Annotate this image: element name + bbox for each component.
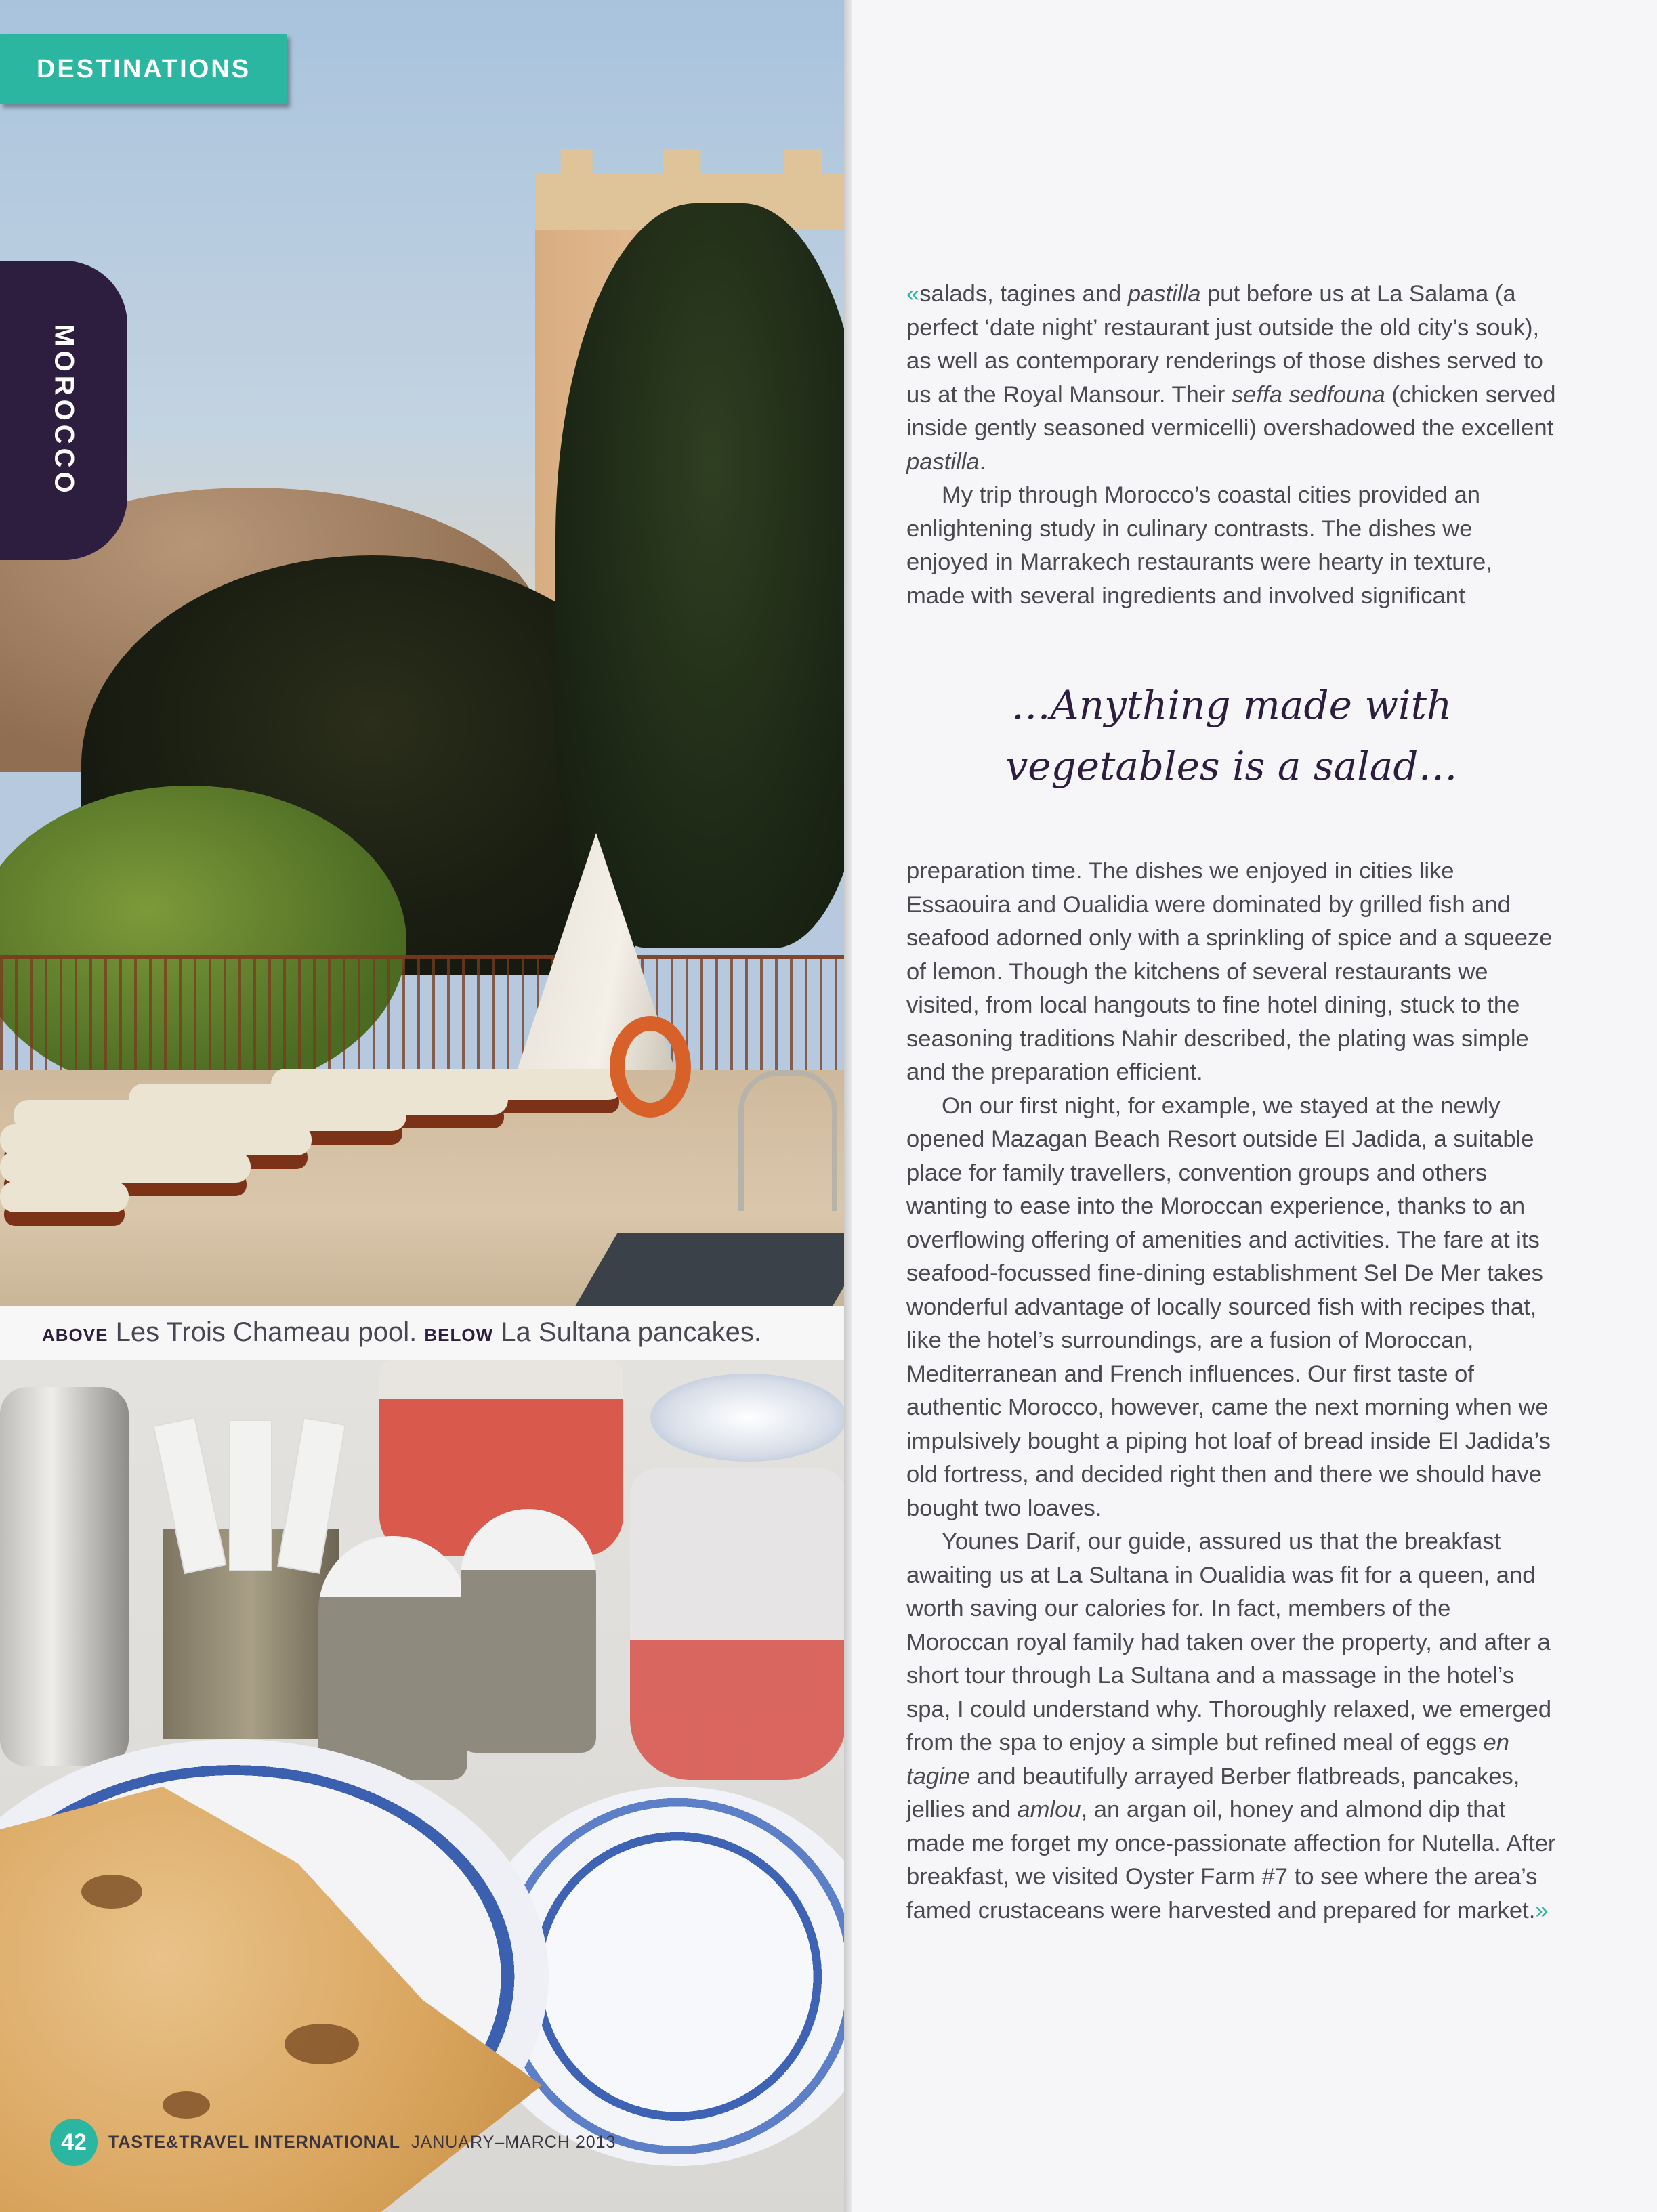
paragraph: preparation time. The dishes we enjoyed in cities like Essaouira and Oualidia were dominated by grilled fish and seafood adorned only with a sprinkling of spice and a squeeze of lemon. Though the kitchens of several restaurants we visited, from local hangouts to fine hotel dining, stuck to the seasoning traditions Nahir described, the plating was simple and the preparation efficient. [906,858,1553,1085]
pull-quote [906,675,1557,796]
paragraph: On our first night, for example, we stayed at the newly opened Mazagan Beach Resort outside El Jadida, a suitable place for family travellers, convention groups and others wanting to ease into the Moroccan experience, thanks to an overflowing offering of amenities and activities. The fare at its seafood-focussed fine-dining establishment Sel De Mer takes wonderful advantage of locally sourced fish with recipes that, like the hotel’s surroundings, are a fusion of Moroccan, Mediterranean and French influences. Our first taste of authentic Morocco, however, came the next morning when we impulsively bought a piping hot loaf of bread inside El Jadida’s old fortress, and decided right then and there we should have bought two loaves. [906,1092,1551,1521]
pancake-char [163,2091,210,2119]
page-number: 42 [50,2119,98,2166]
article-text-top [906,278,1557,613]
breakfast-photo [0,1360,844,2212]
life-ring [610,1016,691,1118]
section-tab [0,34,287,104]
photo-caption [42,1309,841,1355]
pool-water [574,1233,844,1306]
side-tab-label: MOROCCO [49,324,79,497]
sun-lounger [0,1181,129,1212]
large-tree [555,203,844,948]
small-plate [650,1374,844,1462]
pool-ladder [738,1070,837,1211]
salt-shaker [318,1536,467,1780]
caption-below-text: La Sultana pancakes. [501,1317,762,1347]
folio [50,2119,616,2166]
section-tab-label: DESTINATIONS [36,54,251,83]
juice-glass [630,1468,844,1780]
pancake-char [81,1875,142,1909]
paragraph: My trip through Morocco’s coastal cities provided an enlightening study in culinary contrasts. The dishes we enjoyed in Marrakech restaurants were hearty in texture, made with several ingredients and involved significant [906,482,1492,609]
pool-photo [0,0,844,1306]
side-tab [0,261,127,560]
pull-quote-line: …Anything made with [1011,682,1452,728]
magazine-name: TASTE&TRAVEL INTERNATIONAL [108,2132,401,2152]
pancake-char [285,2024,359,2064]
continued-mark: « [906,281,920,307]
caption-above-tag: ABOVE [42,1325,108,1345]
pepper-shaker [461,1509,596,1753]
paragraph: Younes Darif, our guide, assured us that the breakfast awaiting us at La Sultana in Oualidia was fit for a queen, and worth saving our calories for. In fact, members of the Moroccan royal family had taken over the property, and after a short tour through La Sultana and a massage in the hotel’s spa, I could understand why. Thoroughly relaxed, we emerged from the spa to enjoy a simple but refined meal of eggs en tagine and beautifully arrayed Berber flatbreads, pancakes, jellies and amlou, an argan oil, honey and almond dip that made me forget my once-passionate affection for Nutella. After breakfast, we visited Oyster Farm #7 to see where the area’s famed crustaceans were harvested and prepared for market.» [906,1529,1556,1923]
silver-teapot [0,1387,129,1766]
paragraph: «salads, tagines and pastilla put before us at La Salama (a perfect ‘date night’ restaurant just outside the old city’s souk), as well as contemporary renderings of those dishes served to us at the Royal Mansour. Their seffa sedfouna (chicken served inside gently seasoned vermicelli) overshadowed the excellent pastilla. [906,281,1556,475]
sugar-packet [230,1421,271,1570]
issue-date: JANUARY–MARCH 2013 [411,2132,616,2152]
sun-lounger [0,1151,251,1183]
end-mark: » [1535,1897,1549,1923]
pull-quote-line: vegetables is a salad… [1005,743,1458,789]
caption-above-text: Les Trois Chameau pool. [115,1317,417,1347]
caption-below-tag: BELOW [424,1325,494,1345]
article-text-bottom [906,855,1557,1928]
